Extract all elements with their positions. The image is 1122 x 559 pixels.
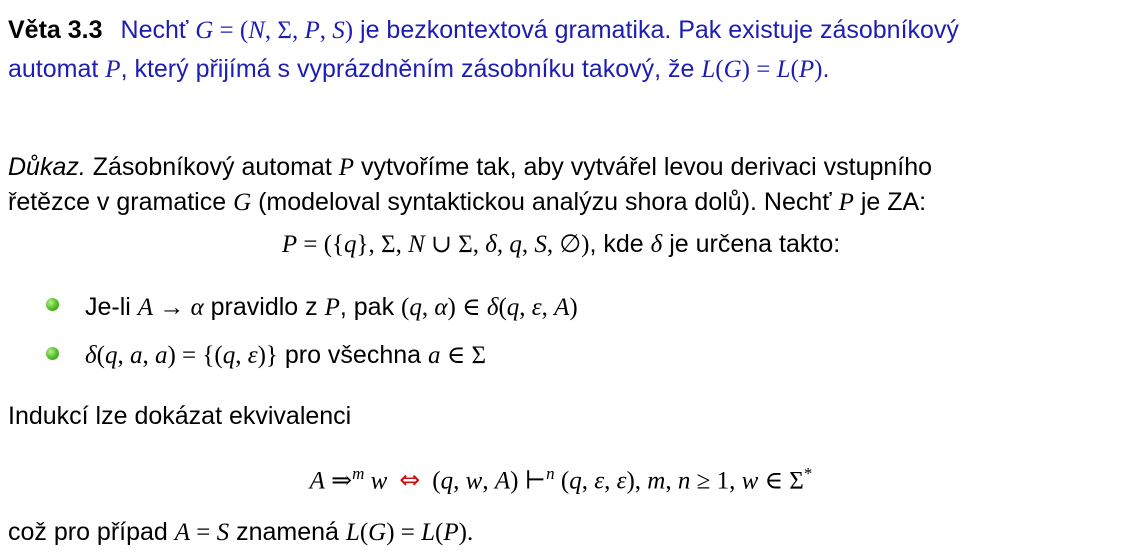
math: ε	[616, 467, 627, 495]
math: ,	[453, 467, 466, 495]
math: ) = {(	[167, 342, 223, 369]
math: P	[838, 189, 854, 216]
theorem-line-1	[8, 14, 1122, 47]
bullet-item-1	[85, 291, 1122, 324]
math: , ∅)	[546, 231, 590, 258]
theorem-text: automat	[8, 55, 106, 83]
math: P	[324, 294, 340, 321]
math: N	[408, 231, 425, 258]
math: L	[776, 56, 791, 83]
math: ) ∈	[447, 294, 487, 321]
math: ,	[117, 342, 130, 369]
math: ≥ 1,	[690, 467, 742, 495]
math: w	[741, 467, 759, 495]
math: a	[154, 342, 168, 369]
math: w	[364, 467, 388, 495]
math: P	[338, 154, 354, 181]
bullet-icon	[46, 347, 59, 360]
math: ,	[496, 231, 510, 258]
math: ,	[581, 467, 595, 495]
math: )	[569, 294, 578, 321]
bullet-icon	[46, 298, 59, 311]
math: L	[421, 519, 436, 546]
math: (	[554, 467, 570, 495]
math: )}	[257, 342, 278, 369]
math: A	[309, 467, 325, 495]
proof-line-1	[8, 151, 1122, 184]
math: P	[798, 56, 815, 83]
math: ,	[319, 17, 333, 44]
math: G	[368, 519, 387, 546]
math: ),	[626, 467, 648, 495]
math: ,	[521, 231, 535, 258]
theorem-text: Nechť	[120, 16, 196, 44]
theorem-line-2	[8, 53, 1122, 86]
math: ).	[458, 519, 474, 546]
math: A	[174, 519, 191, 546]
bullet-item-2	[85, 339, 1122, 372]
math: q	[104, 342, 118, 369]
math: δ	[486, 294, 499, 321]
math: ∪ Σ,	[424, 231, 486, 258]
math: q	[569, 467, 582, 495]
proof-text: Zásobníkový automat	[85, 153, 339, 181]
proof-text: , pak	[339, 293, 402, 321]
math: ε	[594, 467, 605, 495]
proof-text: (modeloval syntaktickou analýzu shora dolů). Nechť	[251, 188, 839, 216]
math: (	[790, 56, 799, 83]
math: (	[401, 294, 410, 321]
math: )	[814, 56, 823, 83]
math: (	[432, 467, 441, 495]
math: , Σ,	[264, 17, 305, 44]
math: ε	[247, 342, 258, 369]
math: ∈ Σ	[440, 342, 487, 369]
math: G	[233, 189, 252, 216]
proof-text: vytvoříme tak, aby vytvářel levou derivaci vstupního	[354, 153, 933, 181]
math: )	[344, 17, 354, 44]
math: G	[723, 56, 742, 83]
proof-text: je určena takto:	[662, 230, 841, 258]
math: S	[216, 519, 230, 546]
math: (	[359, 519, 369, 546]
math: w	[465, 467, 483, 495]
math: ,	[142, 342, 155, 369]
proof-text: Je-li	[85, 293, 138, 321]
math: (	[715, 56, 724, 83]
automaton-definition	[0, 228, 1122, 261]
math: δ	[485, 231, 497, 258]
math: ,	[541, 294, 555, 321]
conclusion-text	[8, 516, 1122, 549]
math: ) =	[386, 519, 422, 546]
math: }, Σ,	[356, 231, 409, 258]
math: (	[435, 519, 444, 546]
proof-text: což pro případ	[8, 518, 175, 546]
proof-line-2	[8, 186, 1122, 219]
math: →	[153, 294, 191, 321]
math: δ	[85, 342, 97, 369]
math: L	[701, 56, 716, 83]
math: (	[498, 294, 507, 321]
math: m	[352, 464, 365, 483]
math: ε	[531, 294, 542, 321]
math: S	[534, 231, 547, 258]
proof-label: Důkaz.	[8, 153, 86, 181]
math: N	[248, 17, 265, 44]
proof-text: pravidlo z	[203, 293, 325, 321]
math: = (	[213, 17, 249, 44]
math: q	[344, 231, 357, 258]
math: = ({	[297, 231, 345, 258]
math: α	[434, 294, 448, 321]
math: *	[803, 464, 813, 483]
math: n	[677, 467, 691, 495]
math: ,	[519, 294, 532, 321]
math: a	[427, 342, 441, 369]
math: ,	[235, 342, 248, 369]
math: ⇒	[324, 467, 353, 495]
math: ) =	[741, 56, 777, 83]
math: A	[137, 294, 154, 321]
math: n	[546, 464, 555, 483]
math: (	[96, 342, 105, 369]
math: a	[129, 342, 143, 369]
math: m	[647, 467, 666, 495]
math: =	[190, 519, 217, 546]
math: ,	[665, 467, 678, 495]
math: A	[554, 294, 570, 321]
math: δ	[650, 231, 663, 258]
math: ,	[482, 467, 495, 495]
math: ) ⊢	[510, 467, 547, 495]
math: α	[190, 294, 204, 321]
theorem-text: .	[822, 55, 830, 83]
math: ,	[421, 294, 435, 321]
proof-text: je ZA:	[853, 188, 927, 216]
math: P	[443, 519, 459, 546]
equivalence-formula	[0, 458, 1122, 497]
induction-text: Indukcí lze dokázat ekvivalenci	[8, 402, 352, 430]
math: ∈ Σ	[758, 467, 804, 495]
math: L	[345, 519, 360, 546]
math: P	[281, 231, 298, 258]
math: P	[304, 17, 320, 44]
math: ,	[604, 467, 617, 495]
proof-text: řetězce v gramatice	[8, 188, 234, 216]
iff-symbol: ⇔	[399, 465, 421, 495]
proof-text: znamená	[229, 518, 346, 546]
proof-text: , kde	[589, 230, 651, 258]
math: S	[332, 17, 345, 44]
proof-text: pro všechna	[277, 341, 428, 369]
theorem-text: je bezkontextová gramatika. Pak existuje zásobníkový	[353, 16, 959, 44]
math: q	[509, 231, 522, 258]
math: q	[506, 294, 520, 321]
theorem-text: , který přijímá s vyprázdněním zásobníku takový, že	[120, 55, 702, 83]
math: q	[222, 342, 236, 369]
theorem-heading: Věta 3.3	[8, 16, 103, 44]
math: P	[105, 56, 121, 83]
math: q	[409, 294, 422, 321]
math: q	[440, 467, 454, 495]
math: A	[494, 467, 511, 495]
math: G	[195, 17, 214, 44]
